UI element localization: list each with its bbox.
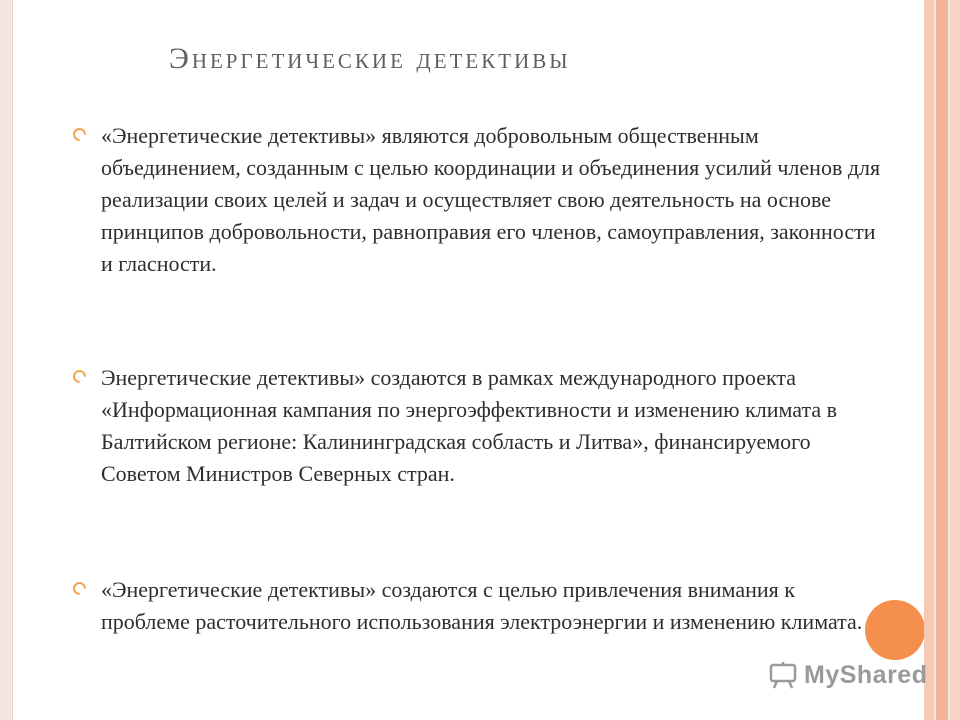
- presentation-board-icon: [768, 661, 798, 689]
- myshared-watermark: [768, 658, 927, 692]
- stripe: [936, 0, 948, 720]
- bullet-text: «Энергетические детективы» создаются с целью привлечения внимания к проблеме расточительного использования электроэнергии и изменению климата.: [101, 577, 863, 634]
- bullet-icon: [70, 579, 88, 597]
- decorative-circle: [865, 600, 925, 660]
- bullet-item: [73, 362, 883, 490]
- decorative-stripes: [924, 0, 960, 720]
- bullet-icon: [70, 125, 88, 143]
- bullet-item: [73, 120, 883, 280]
- bullet-text: Энергетические детективы» создаются в рамках международного проекта «Информационная кампания по энергоэффективности и изменению климата в Балтийском регионе: Калининградская собласть и Литва», финансируемого Советом Министров Северных стран.: [101, 365, 838, 486]
- watermark-text: MyShared: [804, 660, 928, 689]
- bullet-icon: [70, 367, 88, 385]
- bullet-item: [73, 574, 883, 638]
- stripe: [950, 0, 960, 720]
- slide-canvas: [12, 0, 926, 720]
- bullet-text: «Энергетические детективы» являются добровольным общественным объединением, созданным с целью координации и объединения усилий членов для реализации своих целей и задач и осуществляет свою деятельность на основе принципов добровольности, равноправия его членов, самоуправления, законности и гласности.: [101, 123, 881, 276]
- slide-title: Энергетические детективы: [169, 42, 571, 75]
- stripe: [924, 0, 934, 720]
